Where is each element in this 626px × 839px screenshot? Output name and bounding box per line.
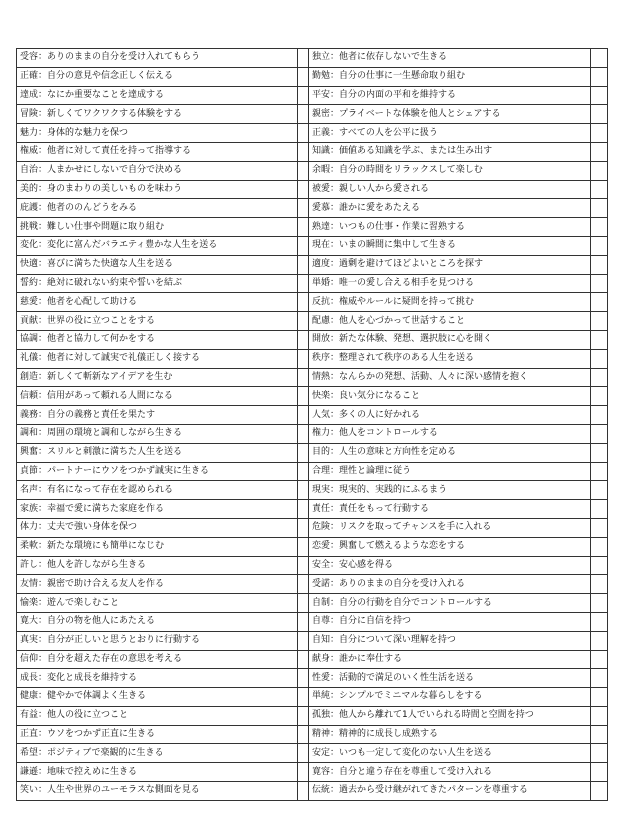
value-cell-right: 安定：いつも一定して変化のない人生を送る [309,744,591,763]
value-cell-right: 情熱：なんらかの発想、活動、人々に深い感情を抱く [309,368,591,387]
value-cell-left: 健康：健やかで体調よく生きる [17,688,298,707]
table-row [17,481,608,500]
value-cell-right: 快楽：良い気分になること [309,387,591,406]
value-cell-left: 義務：自分の義務と責任を果たす [17,406,298,425]
table-row [17,706,608,725]
value-cell-right: 寛容：自分と違う存在を尊重して受け入れる [309,763,591,782]
value-cell-right: 平安：自分の内面の平和を維持する [309,86,591,105]
empty-cell [591,218,608,237]
empty-cell [591,387,608,406]
table-row [17,199,608,218]
value-cell-left: 快適：喜びに満ちた快適な人生を送る [17,255,298,274]
value-cell-left: 貞節：パートナーにウソをつかず誠実に生きる [17,462,298,481]
value-cell-right: 人気：多くの人に好かれる [309,406,591,425]
table-row [17,556,608,575]
spacer-cell [298,556,309,575]
value-cell-left: 冒険：新しくてワクワクする体験をする [17,105,298,124]
spacer-cell [298,330,309,349]
spacer-cell [298,255,309,274]
empty-cell [591,86,608,105]
empty-cell [591,199,608,218]
table-row [17,330,608,349]
value-cell-right: 現実：現実的、実践的にふるまう [309,481,591,500]
spacer-cell [298,161,309,180]
value-cell-left: 愉楽：遊んで楽しむこと [17,594,298,613]
value-cell-right: 危険：リスクを取ってチャンスを手に入れる [309,518,591,537]
value-cell-left: 笑い：人生や世界のユーモラスな側面を見る [17,782,298,801]
value-cell-right: 独立：他者に依存しないで生きる [309,49,591,68]
empty-cell [591,650,608,669]
value-cell-left: 興奮：スリルと刺激に満ちた人生を送る [17,443,298,462]
table-row [17,67,608,86]
empty-cell [591,763,608,782]
spacer-cell [298,387,309,406]
spacer-cell [298,349,309,368]
value-cell-right: 勤勉：自分の仕事に一生懸命取り組む [309,67,591,86]
table-row [17,443,608,462]
spacer-cell [298,612,309,631]
spacer-cell [298,67,309,86]
value-cell-left: 魅力：身体的な魅力を保つ [17,124,298,143]
spacer-cell [298,669,309,688]
empty-cell [591,725,608,744]
table-row [17,161,608,180]
empty-cell [591,518,608,537]
value-cell-left: 権威：他者に対して責任を持って指導する [17,142,298,161]
table-row [17,124,608,143]
value-cell-right: 伝統：過去から受け継がれてきたパターンを尊重する [309,782,591,801]
value-cell-right: 合理：理性と論理に従う [309,462,591,481]
empty-cell [591,537,608,556]
spacer-cell [298,537,309,556]
spacer-cell [298,124,309,143]
value-cell-left: 調和：周囲の環境と調和しながら生きる [17,424,298,443]
table-row [17,537,608,556]
value-cell-left: 体力：丈夫で強い身体を保つ [17,518,298,537]
value-cell-right: 責任：責任をもって行動する [309,500,591,519]
value-cell-left: 自治：人まかせにしないで自分で決める [17,161,298,180]
spacer-cell [298,594,309,613]
table-row [17,49,608,68]
value-cell-right: 熟達：いつもの仕事・作業に習熟する [309,218,591,237]
empty-cell [591,49,608,68]
value-cell-right: 目的：人生の意味と方向性を定める [309,443,591,462]
table-row [17,180,608,199]
value-cell-right: 孤独：他人から離れて1人でいられる時間と空間を持つ [309,706,591,725]
spacer-cell [298,293,309,312]
table-row [17,612,608,631]
value-cell-left: 柔軟：新たな環境にも簡単になじむ [17,537,298,556]
empty-cell [591,255,608,274]
value-cell-right: 被愛：親しい人から愛される [309,180,591,199]
empty-cell [591,142,608,161]
empty-cell [591,575,608,594]
value-cell-left: 挑戦：難しい仕事や問題に取り組む [17,218,298,237]
table-row [17,782,608,801]
value-cell-right: 正義：すべての人を公平に扱う [309,124,591,143]
value-cell-left: 貢献：世界の役に立つことをする [17,312,298,331]
spacer-cell [298,142,309,161]
empty-cell [591,368,608,387]
table-row [17,744,608,763]
table-row [17,631,608,650]
table-row [17,500,608,519]
value-cell-right: 安全：安心感を得る [309,556,591,575]
value-cell-right: 恋愛：興奮して燃えるような恋をする [309,537,591,556]
empty-cell [591,236,608,255]
value-cell-right: 自制：自分の行動を自分でコントロールする [309,594,591,613]
empty-cell [591,669,608,688]
table-row [17,293,608,312]
spacer-cell [298,406,309,425]
spacer-cell [298,650,309,669]
value-cell-left: 信頼：信用があって頼れる人間になる [17,387,298,406]
value-cell-left: 寛大：自分の物を他人にあたえる [17,612,298,631]
table-row [17,349,608,368]
table-row [17,575,608,594]
empty-cell [591,312,608,331]
spacer-cell [298,443,309,462]
empty-cell [591,612,608,631]
value-cell-right: 開放：新たな体験、発想、選択肢に心を開く [309,330,591,349]
table-row [17,312,608,331]
value-cell-left: 変化：変化に富んだバラエティ豊かな人生を送る [17,236,298,255]
spacer-cell [298,763,309,782]
empty-cell [591,161,608,180]
table-row [17,650,608,669]
table-row [17,763,608,782]
value-cell-right: 適度：過剰を避けてほどよいところを探す [309,255,591,274]
value-cell-left: 正直：ウソをつかず正直に生きる [17,725,298,744]
empty-cell [591,349,608,368]
spacer-cell [298,706,309,725]
table-row [17,105,608,124]
spacer-cell [298,462,309,481]
table-row [17,255,608,274]
value-cell-left: 庇護：他者ののんどうをみる [17,199,298,218]
spacer-cell [298,744,309,763]
values-table [16,48,608,801]
table-row [17,462,608,481]
spacer-cell [298,424,309,443]
spacer-cell [298,481,309,500]
value-cell-left: 希望：ポジティブで楽観的に生きる [17,744,298,763]
value-cell-left: 友情：親密で助け合える友人を作る [17,575,298,594]
empty-cell [591,556,608,575]
table-row [17,406,608,425]
spacer-cell [298,199,309,218]
value-cell-left: 誓約：絶対に破れない約束や誓いを結ぶ [17,274,298,293]
value-cell-right: 権力：他人をコントロールする [309,424,591,443]
empty-cell [591,631,608,650]
empty-cell [591,443,608,462]
value-cell-right: 自知：自分について深い理解を持つ [309,631,591,650]
spacer-cell [298,274,309,293]
table-row [17,86,608,105]
value-cell-right: 精神：精神的に成長し成熟する [309,725,591,744]
value-cell-right: 現在：いまの瞬間に集中して生きる [309,236,591,255]
value-cell-left: 名声：有名になって存在を認められる [17,481,298,500]
table-row [17,142,608,161]
value-cell-right: 性愛：活動的で満足のいく性生活を送る [309,669,591,688]
value-cell-left: 美的：身のまわりの美しいものを味わう [17,180,298,199]
spacer-cell [298,368,309,387]
spacer-cell [298,105,309,124]
empty-cell [591,406,608,425]
table-row [17,218,608,237]
spacer-cell [298,575,309,594]
value-cell-right: 献身：誰かに奉仕する [309,650,591,669]
table-row [17,387,608,406]
value-cell-left: 創造：新しくて斬新なアイデアを生む [17,368,298,387]
table-row [17,518,608,537]
spacer-cell [298,725,309,744]
empty-cell [591,330,608,349]
spacer-cell [298,688,309,707]
spacer-cell [298,782,309,801]
empty-cell [591,706,608,725]
empty-cell [591,274,608,293]
value-cell-right: 余暇：自分の時間をリラックスして楽しむ [309,161,591,180]
value-cell-right: 愛慕：誰かに愛をあたえる [309,199,591,218]
spacer-cell [298,500,309,519]
value-cell-left: 家族：幸福で愛に満ちた家庭を作る [17,500,298,519]
spacer-cell [298,49,309,68]
table-row [17,274,608,293]
value-cell-right: 親密：プライベートな体験を他人とシェアする [309,105,591,124]
value-cell-left: 有益：他人の役に立つこと [17,706,298,725]
spacer-cell [298,518,309,537]
spacer-cell [298,631,309,650]
value-cell-left: 真実：自分が正しいと思うとおりに行動する [17,631,298,650]
value-cell-left: 成長：変化と成長を維持する [17,669,298,688]
empty-cell [591,744,608,763]
value-cell-right: 反抗：権威やルールに疑問を持って挑む [309,293,591,312]
empty-cell [591,688,608,707]
empty-cell [591,424,608,443]
empty-cell [591,481,608,500]
value-cell-left: 信仰：自分を超えた存在の意思を考える [17,650,298,669]
empty-cell [591,782,608,801]
empty-cell [591,67,608,86]
value-cell-left: 慈愛：他者を心配して助ける [17,293,298,312]
empty-cell [591,462,608,481]
value-cell-left: 許し：他人を許しながら生きる [17,556,298,575]
value-cell-left: 達成：なにか重要なことを達成する [17,86,298,105]
value-cell-right: 自尊：自分に自信を持つ [309,612,591,631]
table-row [17,424,608,443]
value-cell-left: 受容：ありのままの自分を受け入れてもらう [17,49,298,68]
empty-cell [591,293,608,312]
value-cell-left: 礼儀：他者に対して誠実で礼儀正しく接する [17,349,298,368]
values-table-body [17,49,608,801]
table-row [17,725,608,744]
empty-cell [591,180,608,199]
empty-cell [591,500,608,519]
table-row [17,594,608,613]
table-row [17,688,608,707]
empty-cell [591,105,608,124]
spacer-cell [298,312,309,331]
empty-cell [591,594,608,613]
value-cell-right: 単婚：唯一の愛し合える相手を見つける [309,274,591,293]
value-cell-left: 協調：他者と協力して何かをする [17,330,298,349]
table-row [17,236,608,255]
spacer-cell [298,218,309,237]
table-row [17,368,608,387]
value-cell-left: 正確：自分の意見や信念正しく伝える [17,67,298,86]
table-row [17,669,608,688]
value-cell-right: 単純：シンプルでミニマルな暮らしをする [309,688,591,707]
value-cell-right: 受諾：ありのままの自分を受け入れる [309,575,591,594]
spacer-cell [298,86,309,105]
spacer-cell [298,236,309,255]
value-cell-right: 配慮：他人を心づかって世話すること [309,312,591,331]
value-cell-right: 秩序：整理されて秩序のある人生を送る [309,349,591,368]
empty-cell [591,124,608,143]
value-cell-right: 知識：価値ある知識を学ぶ、または生み出す [309,142,591,161]
value-cell-left: 謙遜：地味で控えめに生きる [17,763,298,782]
spacer-cell [298,180,309,199]
